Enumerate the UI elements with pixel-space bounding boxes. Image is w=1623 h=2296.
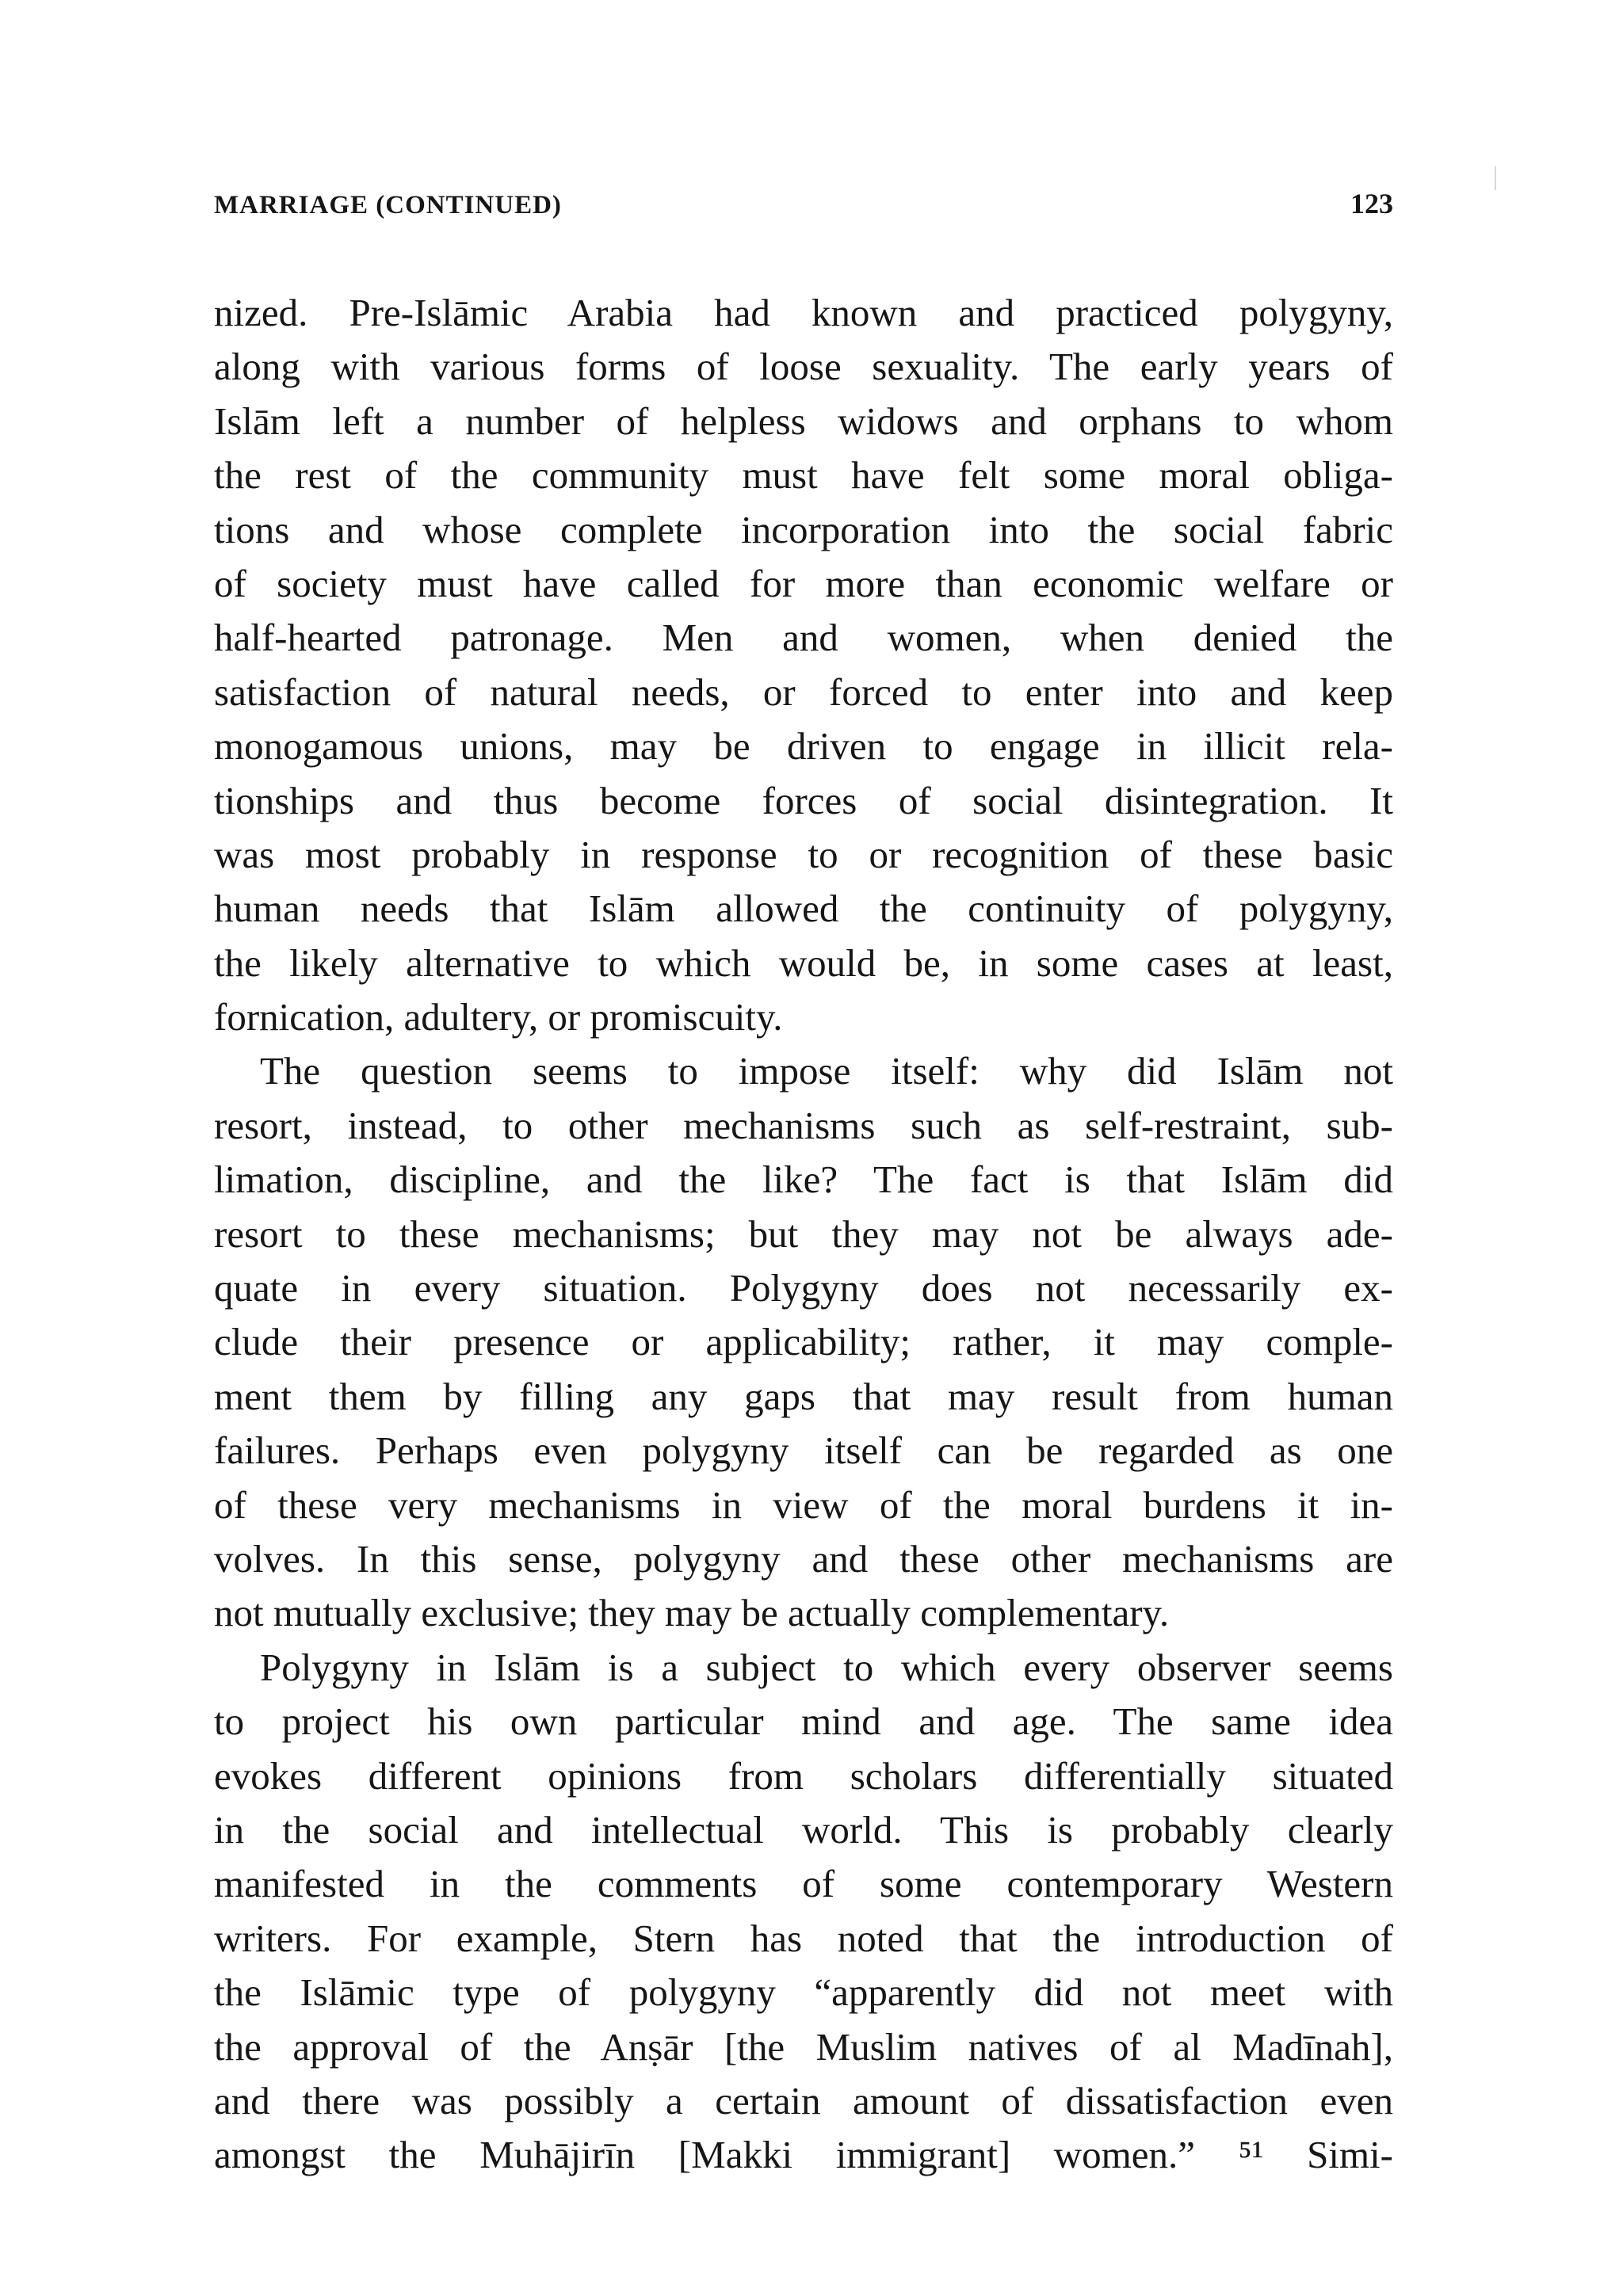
body-text [214,286,1393,2183]
text-line: quate in every situation. Polygyny does not necessarily ex- [214,1266,1393,1310]
chapter-title: MARRIAGE (CONTINUED) [214,191,562,219]
text-line: half-hearted patronage. Men and women, when denied the [214,616,1393,660]
text-line: limation, discipline, and the like? The fact is that Islām did [214,1158,1393,1202]
text-line: manifested in the comments of some contemporary Western [214,1862,1393,1906]
text-line: of society must have called for more than economic welfare or [214,561,1393,605]
text-line: tionships and thus become forces of social disintegration. It [214,778,1393,822]
text-line: ment them by filling any gaps that may result from human [214,1374,1393,1418]
text-line: monogamous unions, may be driven to engage in illicit rela- [214,724,1393,769]
page-number: 123 [1350,188,1393,219]
text-line: writers. For example, Stern has noted that the introduction of [214,1916,1393,1960]
paragraph-start-line: The question seems to impose itself: why did Islām not [260,1049,1393,1093]
scan-artifact [1495,166,1496,190]
text-line: failures. Perhaps even polygyny itself can be regarded as one [214,1428,1393,1473]
text-line: along with various forms of loose sexuality. The early years of [214,345,1393,389]
text-line: clude their presence or applicability; rather, it may comple- [214,1320,1393,1364]
text-line: the likely alternative to which would be, in some cases at least, [214,940,1393,985]
text-line: Islām left a number of helpless widows and orphans to whom [214,399,1393,443]
text-line: evokes different opinions from scholars differentially situated [214,1753,1393,1798]
text-line: satisfaction of natural needs, or forced to enter into and keep [214,669,1393,714]
paragraph-end-line: not mutually exclusive; they may be actually complementary. [214,1591,1170,1635]
text-line: volves. In this sense, polygyny and these other mechanisms are [214,1536,1393,1581]
text-line: tions and whose complete incorporation into the social fabric [214,507,1393,551]
text-line: was most probably in response to or recognition of these basic [214,832,1393,876]
text-line: the Islāmic type of polygyny “apparently did not meet with [214,1970,1393,2015]
paragraph-end-line: fornication, adultery, or promiscuity. [214,995,783,1039]
text-line: in the social and intellectual world. This is probably clearly [214,1807,1393,1852]
text-line: and there was possibly a certain amount of dissatisfaction even [214,2078,1393,2122]
paragraph-start-line: Polygyny in Islām is a subject to which every observer seems [260,1645,1393,1689]
text-line: the rest of the community must have felt some moral obliga- [214,453,1393,498]
text-line: resort to these mechanisms; but they may not be always ade- [214,1211,1393,1256]
text-line: to project his own particular mind and age. The same idea [214,1699,1393,1744]
text-line: resort, instead, to other mechanisms such as self-restraint, sub- [214,1103,1393,1147]
text-line: of these very mechanisms in view of the moral burdens it in- [214,1482,1393,1527]
running-header [214,187,1393,222]
text-line: amongst the Muhājirīn [Makki immigrant] women.” ⁵¹ Simi- [214,2133,1393,2177]
text-line: the approval of the Anṣār [the Muslim natives of al Madīnah], [214,2024,1393,2069]
text-line: human needs that Islām allowed the continuity of polygyny, [214,887,1393,931]
text-line: nized. Pre-Islāmic Arabia had known and practiced polygyny, [214,291,1393,334]
